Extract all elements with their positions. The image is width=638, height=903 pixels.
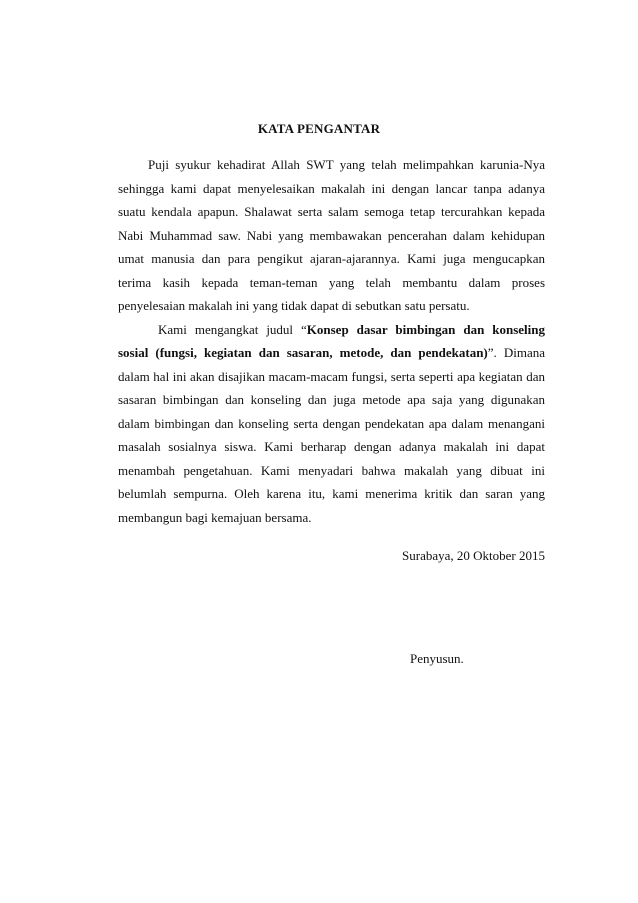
paragraph-2 (118, 318, 545, 530)
paragraph-2-intro: Kami mengangkat judul “ (158, 321, 307, 337)
paragraph-1: Puji syukur kehadirat Allah SWT yang telah melimpahkan karunia-Nya sehingga kami dapat menyelesaikan makalah ini dengan lancar tanpa adanya suatu kendala apapun. Shalawat serta salam semoga tetap tercurahkan kepada Nabi Muhammad saw. Nabi yang membawakan pencerahan dalam kehidupan umat manusia dan para pengikut ajaran-ajarannya. Kami juga mengucapkan terima kasih kepada teman-teman yang telah membantu dalam proses penyelesaian makalah ini yang tidak dapat di sebutkan satu persatu. (118, 157, 545, 313)
paragraph-2-rest: ”. Dimana dalam hal ini akan disajikan macam-macam fungsi, serta seperti apa kegiatan dan sasaran bimbingan dan konseling dan juga metode apa saja yang digunakan dalam bimbingan dan konseling serta dengan pendekatan apa dalam menangani masalah sosialnya siswa. Kami berharap dengan adanya makalah ini dapat menambah pengetahuan. Kami menyadari bahwa makalah yang dibuat ini belumlah sempurna. Oleh karena itu, kami menerima kritik dan saran yang membangun bagi kemajuan bersama. (118, 345, 545, 525)
signer-label: Penyusun. (410, 651, 464, 666)
page-title: KATA PENGANTAR (257, 121, 381, 136)
paragraph-2-bold-title: Konsep dasar bimbingan dan konseling sosial (fungsi, kegiatan dan sasaran, metode, dan pendekatan) (118, 321, 545, 360)
place-and-date: Surabaya, 20 Oktober 2015 (402, 548, 545, 563)
document-body (118, 153, 545, 529)
